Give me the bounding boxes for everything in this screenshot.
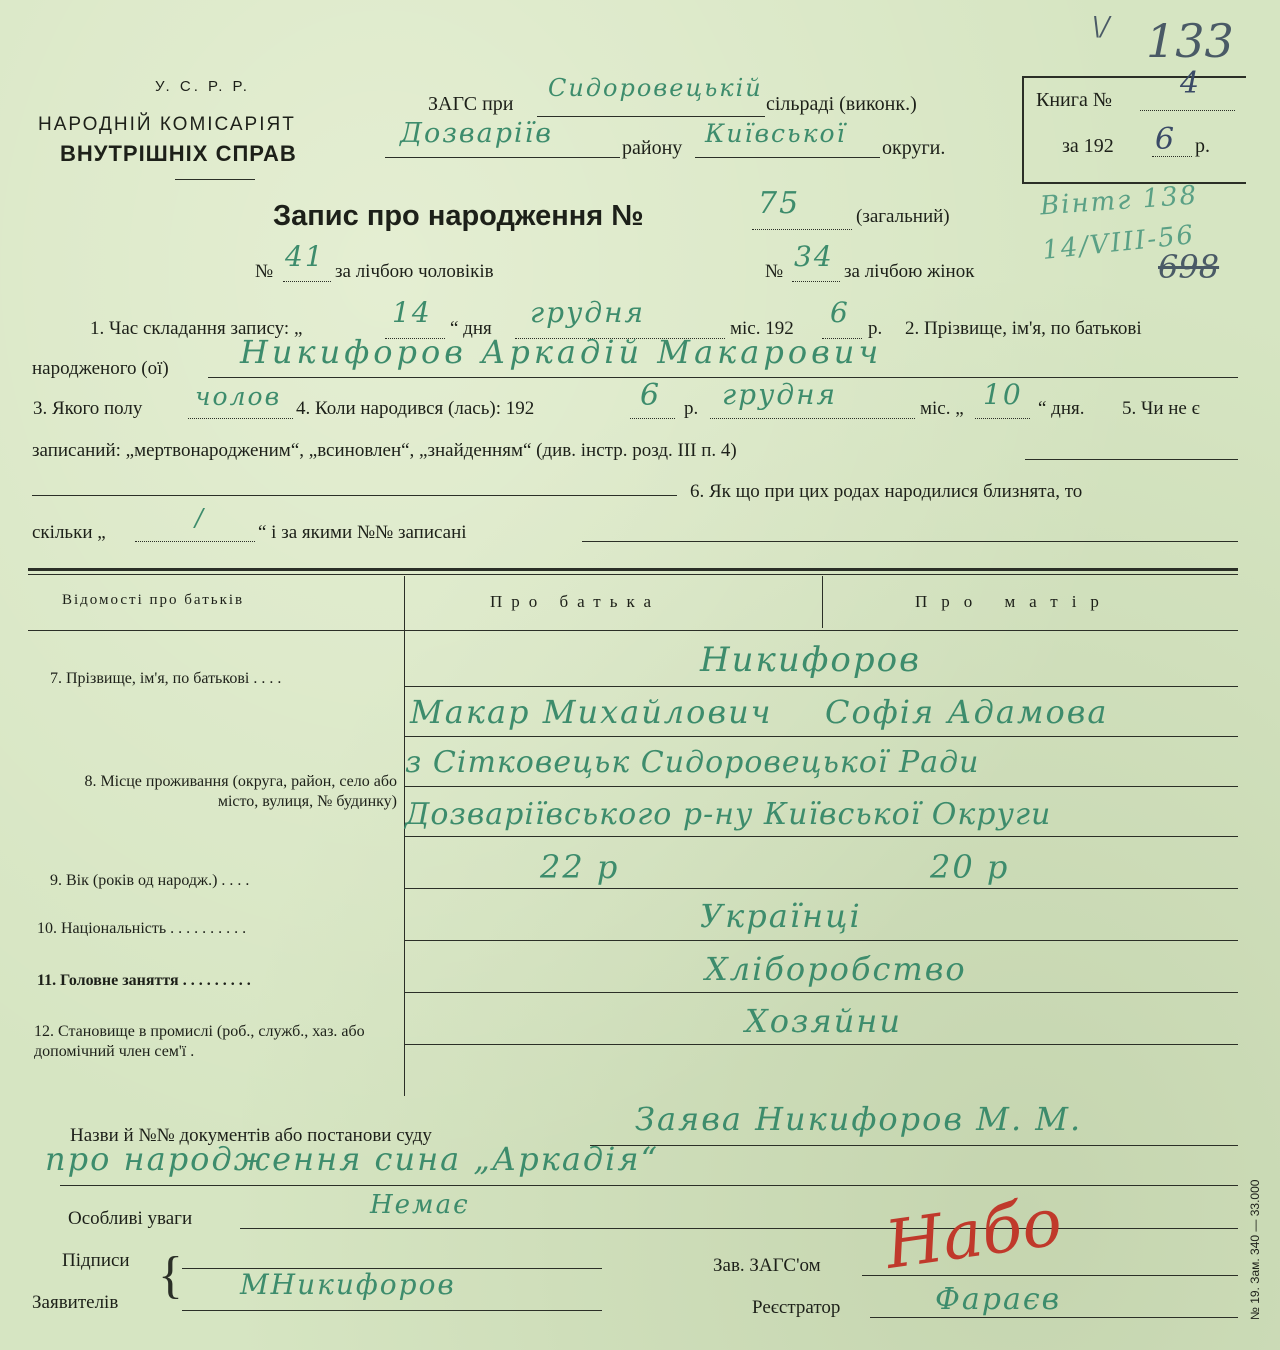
title-number: 75 xyxy=(758,186,801,221)
head-signature: Набо xyxy=(880,1183,1067,1284)
row10-label: 10. Національність . . . . . . . . . . xyxy=(37,920,247,937)
head-label: Зав. ЗАГС'ом xyxy=(713,1255,821,1276)
corner-number: 133 xyxy=(1146,14,1234,68)
field6-count-line xyxy=(135,541,255,542)
male-number: 41 xyxy=(285,240,325,273)
signatures-label-1: Підписи xyxy=(62,1250,130,1271)
field4-year-line xyxy=(630,418,675,419)
table-header-parents: Відомості про батьків xyxy=(62,592,245,608)
field1-day-close: “ дня xyxy=(450,318,492,339)
field6-count: / xyxy=(195,504,206,532)
table-header-rule xyxy=(28,630,1238,631)
registrar-signature: Фараєв xyxy=(935,1282,1062,1317)
signature-hand: МНикифоров xyxy=(240,1268,456,1301)
male-prefix: № xyxy=(255,261,274,282)
hand-father-name: Макар Михайлович xyxy=(410,693,773,731)
field6-line2a: скільки „ xyxy=(32,522,106,543)
print-mark: № 19. Зам. 340 — 33.000 xyxy=(1248,1179,1262,1320)
field6-label: 6. Як що при цих родах народилися близнята, то xyxy=(690,481,1083,502)
field1-year: 6 xyxy=(830,296,850,329)
hand-residence-2: Дозваріївського р-ну Київської Округи xyxy=(405,797,1052,832)
field4-day: 10 xyxy=(983,378,1023,411)
field1-month: грудня xyxy=(530,296,646,329)
okrug-hand: Київської xyxy=(705,119,847,148)
side-note-1: Вінтг 138 xyxy=(1039,180,1200,222)
docs-label: Назви й №№ документів або постанови суду xyxy=(70,1125,432,1146)
table-header-mother: Про матір xyxy=(915,592,1113,611)
row7-label: 7. Прізвище, ім'я, по батькові . . . . xyxy=(50,670,282,687)
book-year-digit: 6 xyxy=(1155,122,1177,157)
field4-r: р. xyxy=(684,398,699,419)
field4-day-line xyxy=(975,418,1030,419)
header-underline xyxy=(175,179,255,180)
field2-label: 2. Прізвище, ім'я, по батькові xyxy=(905,318,1142,339)
signatures-brace: { xyxy=(158,1247,183,1304)
field3-label: 3. Якого полу xyxy=(33,398,143,419)
zags-village-line xyxy=(537,116,765,117)
title-general: (загальний) xyxy=(856,206,950,227)
field5-answer-line xyxy=(1025,459,1238,460)
hand-mother-name: Софія Адамова xyxy=(825,693,1109,731)
field3-value: чолов xyxy=(195,382,282,411)
field4-day-close: “ дня. xyxy=(1038,398,1085,419)
row12-line xyxy=(404,1044,1238,1045)
field6-lead-line xyxy=(32,495,677,496)
notes-line xyxy=(240,1228,1238,1229)
row8b-line xyxy=(404,836,1238,837)
side-note-2: 14/VIII-56 xyxy=(1040,220,1197,266)
commissariat-line1: НАРОДНІЙ КОМІСАРІЯТ xyxy=(38,114,296,135)
notes-hand: Немає xyxy=(370,1190,470,1220)
signatures-label-2: Заявителів xyxy=(32,1292,119,1313)
book-label: Книга № xyxy=(1036,89,1112,111)
registrar-line xyxy=(870,1317,1238,1318)
field1-r: р. xyxy=(868,318,883,339)
row11-line xyxy=(404,992,1238,993)
row11-label: 11. Головне заняття . . . . . . . . . xyxy=(37,972,251,989)
row7-line xyxy=(404,686,1238,687)
zags-prefix: ЗАГС при xyxy=(428,93,514,115)
signature-line-2 xyxy=(182,1310,602,1311)
zags-village-hand: Сидоровецькій xyxy=(548,74,763,102)
field5-label: 5. Чи не є xyxy=(1122,398,1200,419)
hand-nationality: Українці xyxy=(700,897,862,935)
female-prefix: № xyxy=(765,261,784,282)
table-top-rule xyxy=(28,568,1238,571)
registrar-label: Реєстратор xyxy=(752,1297,841,1318)
field4-year: 6 xyxy=(640,378,662,413)
field4-mis: міс. „ xyxy=(920,398,964,419)
born-label: народженого (ої) xyxy=(32,358,169,379)
field4-month: грудня xyxy=(722,378,838,411)
book-number-line xyxy=(1140,110,1235,111)
born-name: Никифоров Аркадій Макарович xyxy=(240,333,883,371)
book-number: 4 xyxy=(1180,66,1202,101)
docs-line-2 xyxy=(60,1185,1238,1186)
row9-label: 9. Вік (років од народж.) . . . . xyxy=(50,872,250,889)
row10-line xyxy=(404,940,1238,941)
row9-line xyxy=(404,888,1238,889)
field3-line xyxy=(188,418,293,419)
field1-mis: міс. 192 xyxy=(730,318,794,339)
district-hand: Дозваріїв xyxy=(400,118,554,149)
notes-label: Особливі уваги xyxy=(68,1208,193,1229)
hand-age-father: 22 р xyxy=(540,848,620,886)
book-year-prefix: за 192 xyxy=(1062,135,1114,157)
row8a-line xyxy=(404,786,1238,787)
corner-tick: \/ xyxy=(1092,12,1110,42)
docs-hand-1: Заява Никифоров М. М. xyxy=(635,1100,1083,1138)
hand-position: Хозяйни xyxy=(745,1002,902,1040)
table-header-father: Про батька xyxy=(490,592,661,611)
district-label: району xyxy=(622,137,683,159)
table-divider-2 xyxy=(822,576,823,628)
field1-label: 1. Час складання запису: „ xyxy=(90,318,303,339)
okrug-line xyxy=(695,157,880,158)
title-number-line xyxy=(752,229,852,230)
female-label: за лічбою жінок xyxy=(844,261,975,282)
female-number-line xyxy=(792,281,840,282)
zags-suffix: сільраді (виконк.) xyxy=(766,93,917,115)
row12-label: 12. Становище в промислі (роб., служб., хаз. або допомічний член сем'ї . xyxy=(34,1023,365,1060)
docs-line-1 xyxy=(590,1145,1238,1146)
record-title: Запис про народження № xyxy=(273,200,644,232)
commissariat-line2: ВНУТРІШНІХ СПРАВ xyxy=(60,141,297,166)
field4-label: 4. Коли народився (лась): 192 xyxy=(296,398,535,419)
book-year-suffix: р. xyxy=(1195,135,1210,157)
ussr-label: У. С. Р. Р. xyxy=(155,78,250,95)
hand-age-mother: 20 р xyxy=(930,848,1010,886)
crossed-number: 698 xyxy=(1158,248,1220,286)
row8-label: 8. Місце проживання (округа, район, село або місто, вулиця, № будинку) xyxy=(84,773,397,810)
hand-surname: Никифоров xyxy=(700,640,921,680)
field6-line2b: “ і за якими №№ записані xyxy=(258,522,467,543)
hand-residence-1: з Сітковецьк Сидоровецької Ради xyxy=(405,745,980,780)
field5-line2: записаний: „мертвонародженим“, „всиновлен“, „знайденням“ (див. інстр. розд. III п. 4) xyxy=(32,440,737,461)
table-top-rule-2 xyxy=(28,574,1238,575)
district-line xyxy=(385,157,620,158)
field1-day: 14 xyxy=(392,296,432,329)
male-number-line xyxy=(283,281,331,282)
okrug-label: округи. xyxy=(882,137,946,159)
field4-month-line xyxy=(710,418,915,419)
row7b-line xyxy=(404,736,1238,737)
male-label: за лічбою чоловіків xyxy=(335,261,494,282)
hand-occupation: Хліборобство xyxy=(705,950,967,988)
docs-hand-2: про народження сина „Аркадія“ xyxy=(45,1140,659,1178)
field6-answer-line xyxy=(582,541,1238,542)
female-number: 34 xyxy=(794,240,834,273)
